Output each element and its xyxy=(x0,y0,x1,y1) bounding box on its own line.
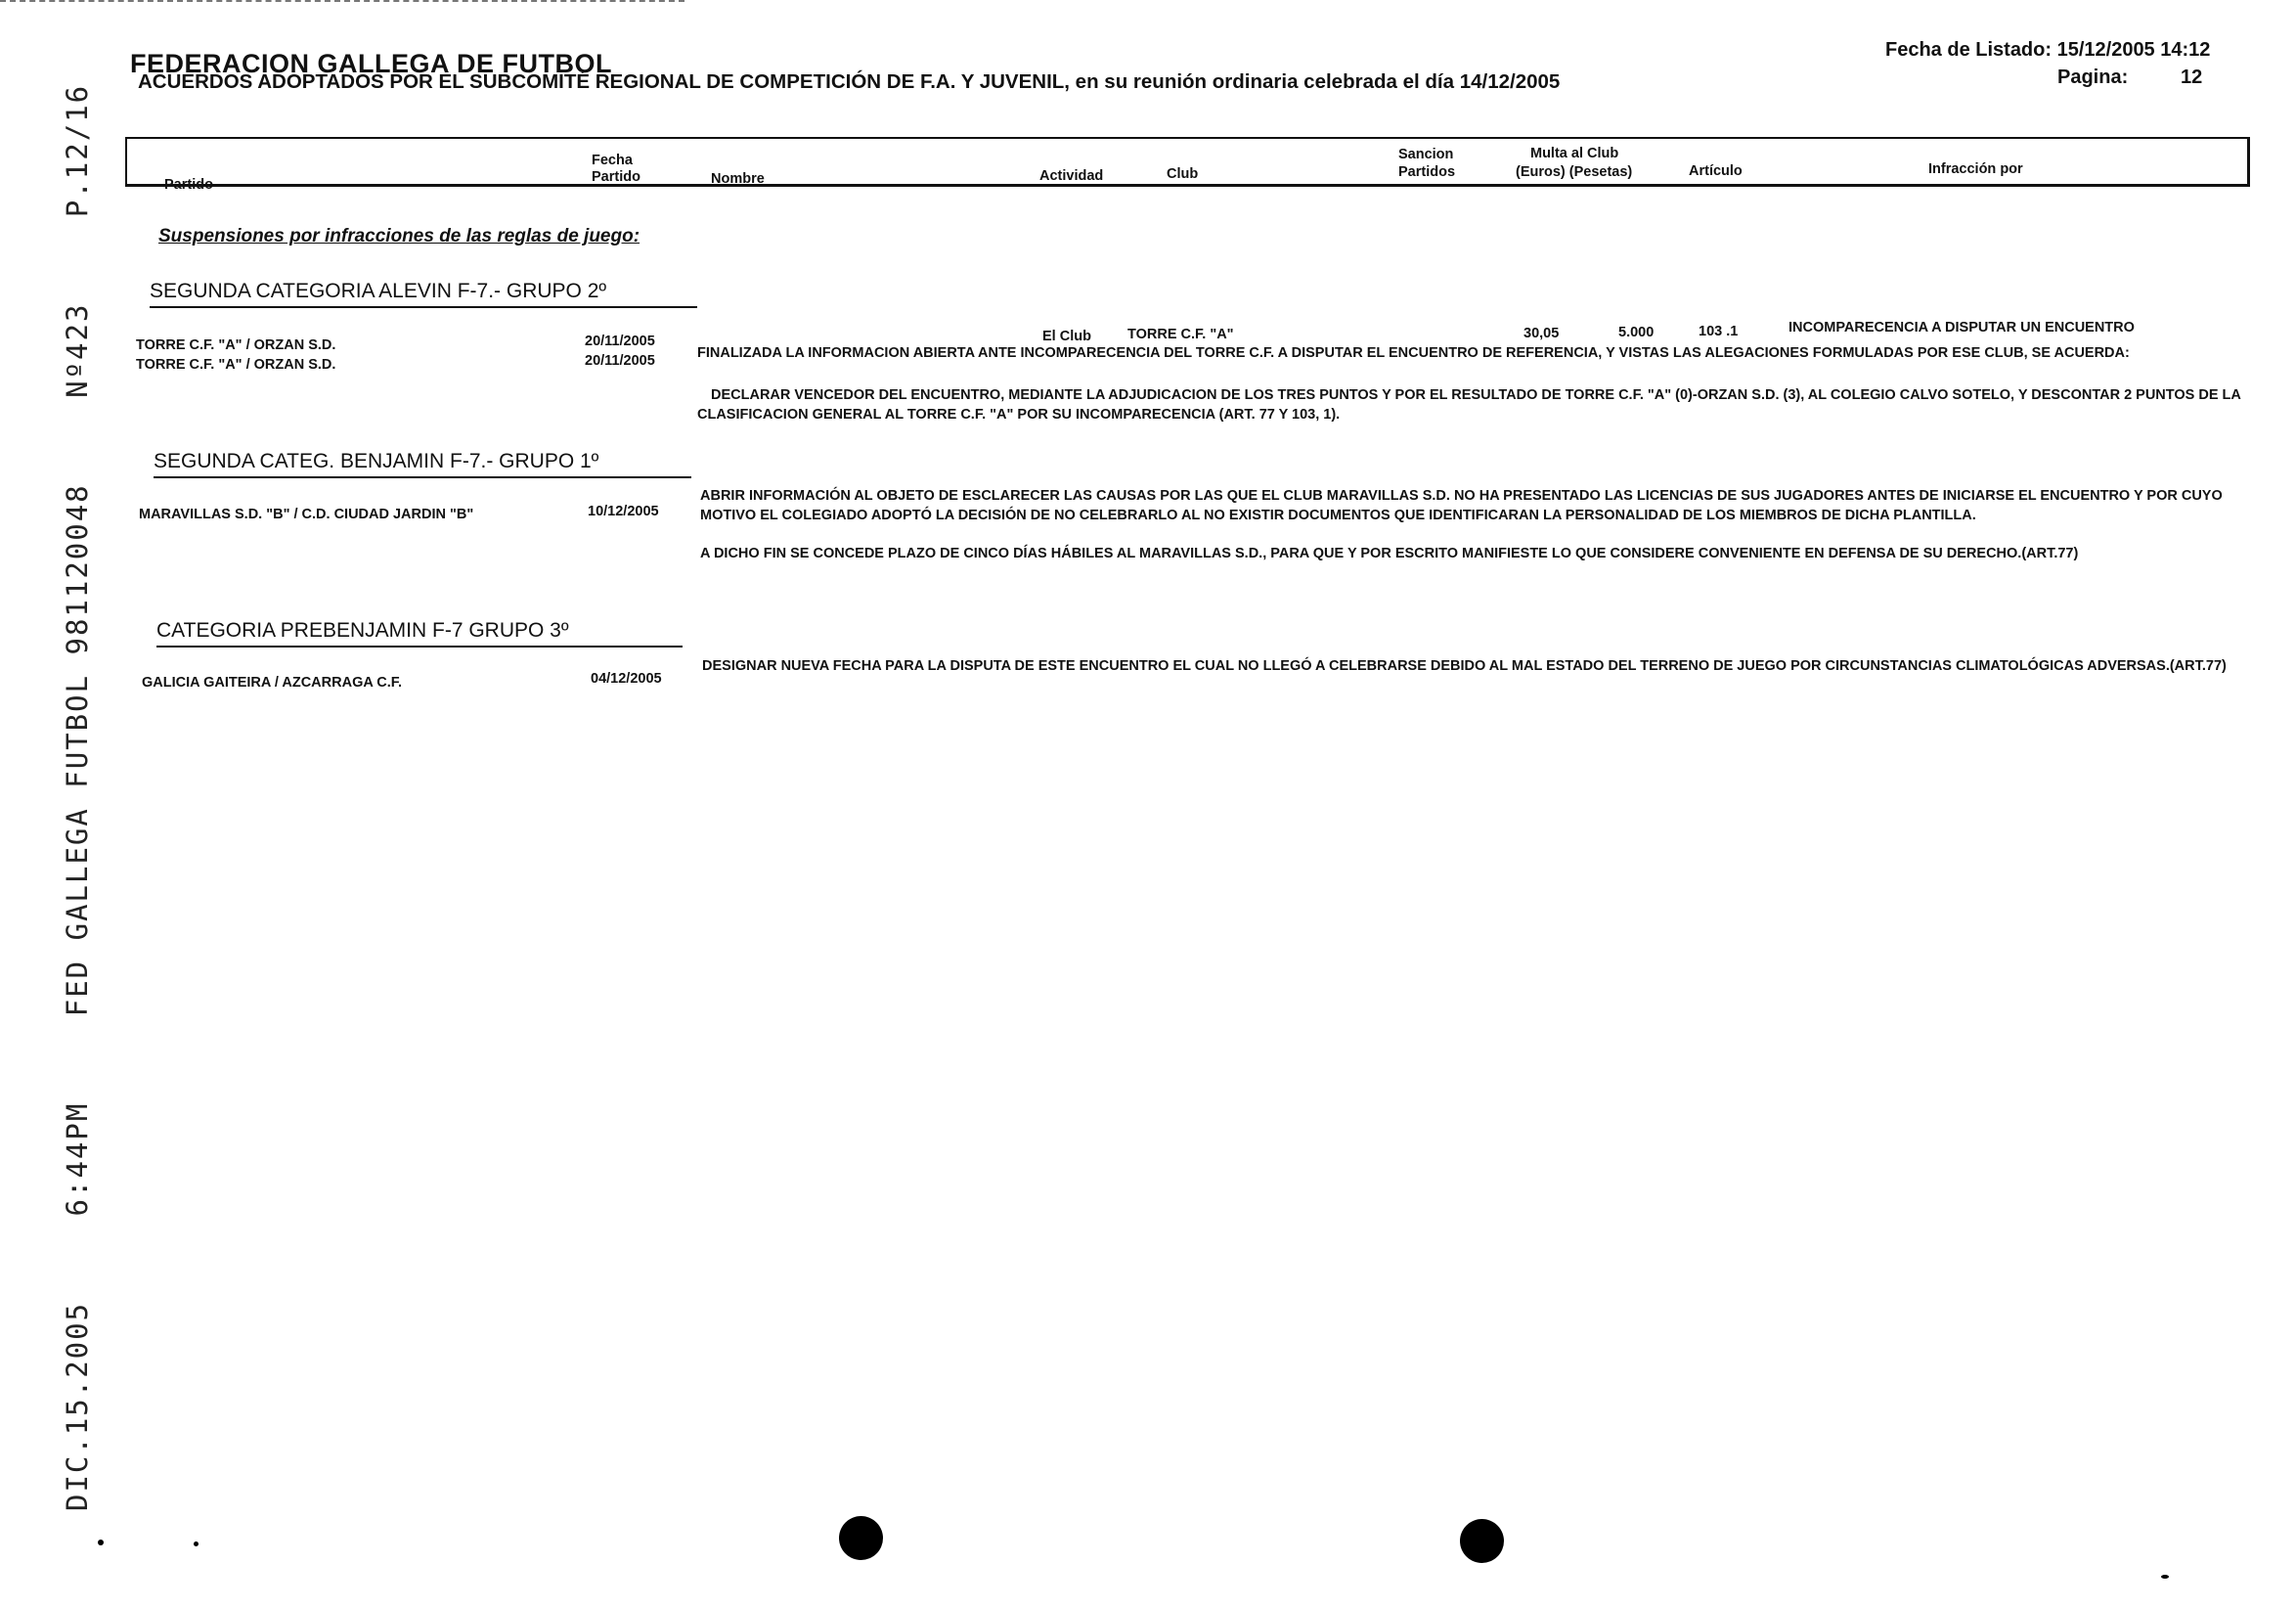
fax-time: 6:44PM xyxy=(61,1101,94,1217)
entry-description: A DICHO FIN SE CONCEDE PLAZO DE CINCO DÍAS HÁBILES AL MARAVILLAS S.D., PARA QUE Y POR ESCRITO MANIFIESTE LO QUE CONSIDERE CONVENIENTE EN DEFENSA DE SU DERECHO.(ART.77) xyxy=(700,546,2079,561)
entry-articulo: 103 .1 xyxy=(1699,324,1739,339)
col-club: Club xyxy=(1167,166,1199,182)
organization-title: FEDERACION GALLEGA DE FUTBOL xyxy=(130,49,612,78)
document-subtitle: ACUERDOS ADOPTADOS POR EL SUBCOMITÉ REGIONAL DE COMPETICIÓN DE F.A. Y JUVENIL, en su reunión ordinaria celebrada el día 14/12/2005 xyxy=(138,70,1561,93)
entry-infraccion: INCOMPARECENCIA A DISPUTAR UN ENCUENTRO xyxy=(1788,320,2135,335)
group-title-text: SEGUNDA CATEGORIA ALEVIN F-7.- GRUPO 2º xyxy=(150,280,607,302)
page-label: Pagina: xyxy=(2057,67,2129,88)
entry-multa-pesetas: 5.000 xyxy=(1618,325,1655,340)
entry-multa-euros: 30,05 xyxy=(1523,326,1560,341)
col-nombre: Nombre xyxy=(711,171,765,187)
page-number: 12 xyxy=(2181,67,2203,88)
punch-hole xyxy=(839,1516,883,1560)
col-articulo: Artículo xyxy=(1689,163,1743,179)
col-multa-1: Multa al Club xyxy=(1530,146,1619,161)
group-title-text: CATEGORIA PREBENJAMIN F-7 GRUPO 3º xyxy=(156,619,569,642)
fax-date: DIC.15.2005 xyxy=(61,1301,94,1511)
entry-actividad: El Club xyxy=(1042,329,1091,344)
entry-description: FINALIZADA LA INFORMACION ABIERTA ANTE INCOMPARECENCIA DEL TORRE C.F. A DISPUTAR EL ENCUENTRO DE REFERENCIA, Y VISTAS LAS ALEGACIONES FORMULADAS POR ESE CLUB, SE ACUERDA: xyxy=(697,345,2130,361)
col-fecha-1: Fecha xyxy=(592,153,633,168)
scan-speck xyxy=(194,1541,199,1546)
fax-top-dashes xyxy=(0,0,684,25)
col-multa-2: (Euros) (Pesetas) xyxy=(1516,164,1633,180)
entry-fecha: 10/12/2005 xyxy=(588,504,659,519)
entry-partido: TORRE C.F. "A" / ORZAN S.D. xyxy=(136,337,336,353)
entry-description: DESIGNAR NUEVA FECHA PARA LA DISPUTA DE ESTE ENCUENTRO EL CUAL NO LLEGÓ A CELEBRARSE DEBIDO AL MAL ESTADO DEL TERRENO DE JUEGO POR CIRCUNSTANCIAS CLIMATOLÓGICAS ADVERSAS.(ART.77) xyxy=(702,658,2227,674)
section-title: Suspensiones por infracciones de las reglas de juego: xyxy=(158,226,640,246)
punch-hole xyxy=(1460,1519,1504,1563)
group-title xyxy=(150,280,697,308)
group-title xyxy=(154,450,691,478)
entry-partido: GALICIA GAITEIRA / AZCARRAGA C.F. xyxy=(142,675,403,691)
group-title xyxy=(156,619,683,648)
group-title-text: SEGUNDA CATEG. BENJAMIN F-7.- GRUPO 1º xyxy=(154,450,599,472)
entry-fecha: 20/11/2005 xyxy=(585,353,655,369)
entry-club: TORRE C.F. "A" xyxy=(1127,327,1234,342)
entry-fecha: 04/12/2005 xyxy=(591,671,662,687)
fax-job-number: Nº423 xyxy=(61,302,94,398)
fax-sender: FED GALLEGA FUTBOL 981120048 xyxy=(61,483,94,1017)
col-fecha-2: Partido xyxy=(592,169,640,185)
entry-description: ABRIR INFORMACIÓN AL OBJETO DE ESCLARECER LAS CAUSAS POR LAS QUE EL CLUB MARAVILLAS S.D. NO HA PRESENTADO LAS LICENCIAS DE SUS JUGADORES ANTES DE INICIARSE EL ENCUENTRO Y POR CUYO MOTIVO EL COLEGIADO ADOPTÓ LA DECISIÓN DE NO CELEBRARLO AL NO EXISTIR DOCUMENTOS QUE IDENTIFICARAN LA PERSONALIDAD DE LOS MIEMBROS DE DICHA PLANTILLA. xyxy=(700,488,2223,523)
scan-speck xyxy=(2161,1575,2169,1579)
col-infraccion: Infracción por xyxy=(1928,161,2023,177)
scan-speck xyxy=(98,1540,104,1545)
entry-description: DECLARAR VENCEDOR DEL ENCUENTRO, MEDIANTE LA ADJUDICACION DE LOS TRES PUNTOS Y POR EL RESULTADO DE TORRE C.F. "A" (0)-ORZAN S.D. (3), AL COLEGIO CALVO SOTELO, Y DESCONTAR 2 PUNTOS DE LA CLASIFICACION GENERAL AL TORRE C.F. "A" POR SU INCOMPARECENCIA (ART. 77 Y 103, 1). xyxy=(697,387,2241,423)
col-sancion-2: Partidos xyxy=(1398,164,1456,180)
entry-partido: MARAVILLAS S.D. "B" / C.D. CIUDAD JARDIN "B" xyxy=(139,507,474,522)
listing-date: Fecha de Listado: 15/12/2005 14:12 xyxy=(1885,39,2211,61)
col-actividad: Actividad xyxy=(1039,168,1104,184)
col-sancion-1: Sancion xyxy=(1398,147,1454,162)
entry-fecha: 20/11/2005 xyxy=(585,334,655,349)
col-partido: Partido xyxy=(164,177,213,193)
entry-partido: TORRE C.F. "A" / ORZAN S.D. xyxy=(136,357,336,373)
fax-page: P.12/16 xyxy=(61,83,94,218)
fax-transmission-header xyxy=(61,18,94,1511)
